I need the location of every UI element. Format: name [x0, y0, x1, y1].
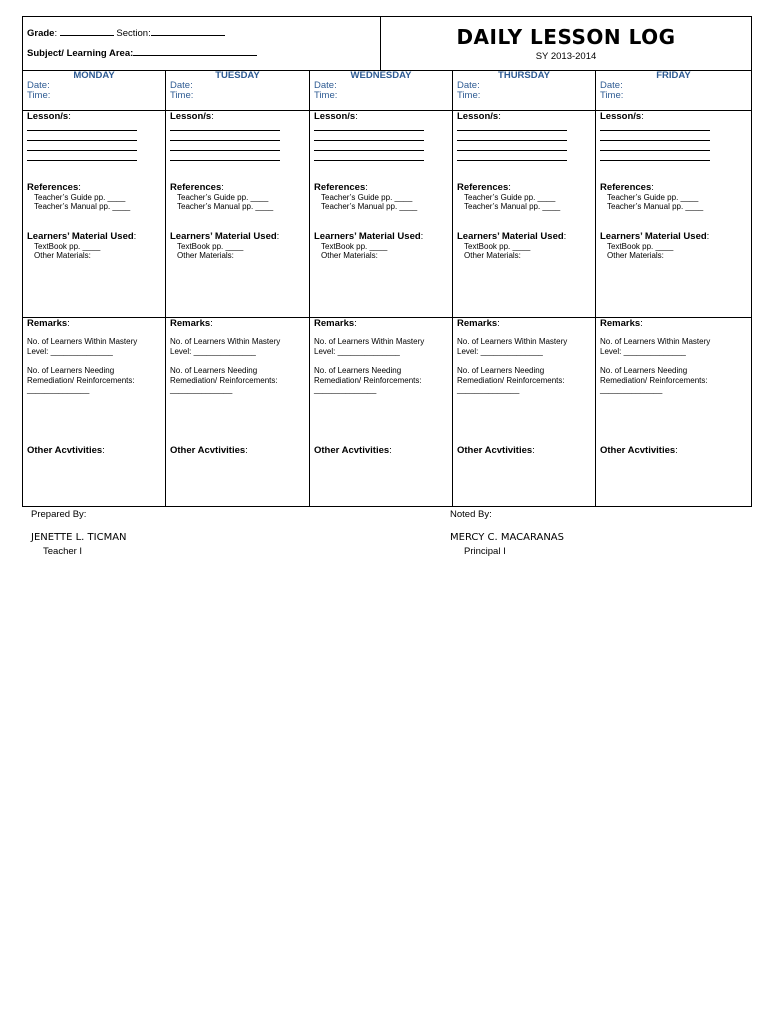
mastery-line-1: No. of Learners Within Mastery: [314, 337, 425, 346]
remediation-line-1: No. of Learners Needing: [600, 366, 688, 375]
day-header: [166, 70, 309, 111]
subject-field[interactable]: [133, 47, 257, 56]
teachers-manual-ref: Teacher’s Manual pp. ____: [177, 202, 274, 211]
day-header: [23, 70, 165, 111]
day-name: WEDNESDAY: [350, 70, 412, 81]
teachers-manual-ref: Teacher’s Manual pp. ____: [464, 202, 561, 211]
mastery-line-2: Level: ______________: [314, 347, 400, 356]
lesson-blank[interactable]: [27, 150, 137, 151]
lesson-blank[interactable]: [457, 150, 567, 151]
textbook-ref: TextBook pp. ____: [607, 242, 674, 251]
time-label: Time:: [170, 90, 194, 101]
lesson-log-sheet: [22, 16, 752, 507]
day-name: TUESDAY: [215, 70, 260, 81]
school-year: SY 2013-2014: [535, 51, 597, 62]
teachers-guide-ref: Teacher’s Guide pp. ____: [464, 193, 556, 202]
teachers-guide-ref: Teacher’s Guide pp. ____: [177, 193, 269, 202]
grade-label: Grade: [27, 28, 55, 39]
lesson-blank[interactable]: [170, 140, 280, 141]
mastery-line-1: No. of Learners Within Mastery: [170, 337, 281, 346]
other-activities-heading: Other Acvtivities:: [600, 445, 678, 456]
remediation-line-1: No. of Learners Needing: [314, 366, 402, 375]
lesson-section: [453, 111, 595, 318]
prepared-by-label: Prepared By:: [31, 509, 87, 520]
learners-material-heading: Learners’ Material Used:: [457, 231, 567, 242]
other-activities-heading: Other Acvtivities:: [27, 445, 105, 456]
teachers-guide-ref: Teacher’s Guide pp. ____: [607, 193, 699, 202]
lessons-heading: Lesson/s:: [457, 111, 501, 122]
lesson-blank[interactable]: [170, 160, 280, 161]
remarks-section: [166, 318, 309, 506]
date-label: Date:: [170, 80, 193, 91]
day-name: THURSDAY: [498, 70, 550, 81]
remarks-section: [596, 318, 751, 506]
remediation-blank[interactable]: ______________: [314, 385, 377, 394]
other-materials-ref: Other Materials:: [607, 251, 664, 260]
time-label: Time:: [457, 90, 481, 101]
lesson-section: [596, 111, 751, 318]
noted-by-title: Principal I: [464, 546, 506, 557]
references-heading: References:: [170, 182, 224, 193]
remediation-line-2: Remediation/ Reinforcements:: [457, 376, 565, 385]
references-heading: References:: [457, 182, 511, 193]
mastery-line-1: No. of Learners Within Mastery: [27, 337, 138, 346]
lesson-blank[interactable]: [170, 130, 280, 131]
section-field[interactable]: [151, 27, 225, 36]
remarks-heading: Remarks:: [314, 318, 357, 329]
lesson-blank[interactable]: [457, 140, 567, 141]
remediation-line-1: No. of Learners Needing: [27, 366, 115, 375]
lesson-blank[interactable]: [600, 130, 710, 131]
other-activities-heading: Other Acvtivities:: [170, 445, 248, 456]
textbook-ref: TextBook pp. ____: [321, 242, 388, 251]
day-column-monday: [23, 70, 166, 506]
page-title: DAILY LESSON LOG: [456, 25, 676, 49]
mastery-line-2: Level: ______________: [170, 347, 256, 356]
lesson-section: [166, 111, 309, 318]
day-name: MONDAY: [73, 70, 115, 81]
day-column-tuesday: [166, 70, 310, 506]
subject-line: [27, 47, 257, 59]
remediation-line-1: No. of Learners Needing: [170, 366, 258, 375]
remediation-blank[interactable]: ______________: [170, 385, 233, 394]
textbook-ref: TextBook pp. ____: [464, 242, 531, 251]
time-label: Time:: [600, 90, 624, 101]
lesson-blank[interactable]: [170, 150, 280, 151]
teachers-manual-ref: Teacher’s Manual pp. ____: [34, 202, 131, 211]
lessons-heading: Lesson/s:: [314, 111, 358, 122]
prepared-by-name: JENETTE L. TICMAN: [31, 532, 127, 543]
day-header: [310, 70, 452, 111]
day-name: FRIDAY: [656, 70, 691, 81]
mastery-line-2: Level: ______________: [27, 347, 113, 356]
grade-field[interactable]: [60, 27, 114, 36]
textbook-ref: TextBook pp. ____: [177, 242, 244, 251]
lesson-blank[interactable]: [600, 150, 710, 151]
lesson-blank[interactable]: [27, 140, 137, 141]
remarks-section: [310, 318, 452, 506]
other-activities-heading: Other Acvtivities:: [314, 445, 392, 456]
noted-by-label: Noted By:: [450, 509, 492, 520]
remarks-section: [23, 318, 165, 506]
lesson-section: [310, 111, 452, 318]
remediation-line-2: Remediation/ Reinforcements:: [600, 376, 708, 385]
remediation-line-2: Remediation/ Reinforcements:: [27, 376, 135, 385]
date-label: Date:: [457, 80, 480, 91]
section-label: Section:: [116, 28, 151, 39]
remediation-blank[interactable]: ______________: [600, 385, 663, 394]
remarks-heading: Remarks:: [457, 318, 500, 329]
lesson-blank[interactable]: [27, 130, 137, 131]
lesson-blank[interactable]: [314, 160, 424, 161]
lesson-blank[interactable]: [600, 160, 710, 161]
learners-material-heading: Learners’ Material Used:: [27, 231, 137, 242]
day-header: [453, 70, 595, 111]
time-label: Time:: [27, 90, 51, 101]
subject-label: Subject/ Learning Area:: [27, 48, 134, 59]
other-materials-ref: Other Materials:: [34, 251, 91, 260]
other-materials-ref: Other Materials:: [464, 251, 521, 260]
time-label: Time:: [314, 90, 338, 101]
teachers-guide-ref: Teacher’s Guide pp. ____: [321, 193, 413, 202]
day-column-wednesday: [310, 70, 453, 506]
day-header: [596, 70, 751, 111]
date-label: Date:: [600, 80, 623, 91]
day-column-thursday: [453, 70, 596, 506]
lesson-blank[interactable]: [457, 160, 567, 161]
mastery-line-1: No. of Learners Within Mastery: [457, 337, 568, 346]
learners-material-heading: Learners’ Material Used:: [600, 231, 710, 242]
header-title-block: [381, 17, 751, 70]
mastery-line-2: Level: ______________: [600, 347, 686, 356]
teachers-guide-ref: Teacher’s Guide pp. ____: [34, 193, 126, 202]
mastery-line-1: No. of Learners Within Mastery: [600, 337, 711, 346]
lesson-section: [23, 111, 165, 318]
references-heading: References:: [27, 182, 81, 193]
lesson-blank[interactable]: [314, 130, 424, 131]
learners-material-heading: Learners’ Material Used:: [170, 231, 280, 242]
lesson-blank[interactable]: [600, 140, 710, 141]
lessons-heading: Lesson/s:: [600, 111, 644, 122]
remarks-heading: Remarks:: [27, 318, 70, 329]
mastery-line-2: Level: ______________: [457, 347, 543, 356]
remediation-line-2: Remediation/ Reinforcements:: [170, 376, 278, 385]
remarks-section: [453, 318, 595, 506]
learners-material-heading: Learners’ Material Used:: [314, 231, 424, 242]
lesson-blank[interactable]: [314, 150, 424, 151]
date-label: Date:: [27, 80, 50, 91]
day-grid: [23, 70, 751, 506]
lesson-blank[interactable]: [27, 160, 137, 161]
other-materials-ref: Other Materials:: [177, 251, 234, 260]
lessons-heading: Lesson/s:: [27, 111, 71, 122]
textbook-ref: TextBook pp. ____: [34, 242, 101, 251]
remediation-line-1: No. of Learners Needing: [457, 366, 545, 375]
other-activities-heading: Other Acvtivities:: [457, 445, 535, 456]
date-label: Date:: [314, 80, 337, 91]
remarks-heading: Remarks:: [600, 318, 643, 329]
remarks-heading: Remarks:: [170, 318, 213, 329]
day-column-friday: [596, 70, 751, 506]
teachers-manual-ref: Teacher’s Manual pp. ____: [607, 202, 704, 211]
remediation-blank[interactable]: ______________: [457, 385, 520, 394]
other-materials-ref: Other Materials:: [321, 251, 378, 260]
lesson-blank[interactable]: [457, 130, 567, 131]
remediation-blank[interactable]: ______________: [27, 385, 90, 394]
lessons-heading: Lesson/s:: [170, 111, 214, 122]
prepared-by-title: Teacher I: [43, 546, 83, 557]
grade-section-line: Grade: Section:: [27, 27, 225, 39]
noted-by-name: MERCY C. MACARANAS: [450, 532, 564, 543]
teachers-manual-ref: Teacher’s Manual pp. ____: [321, 202, 418, 211]
lesson-blank[interactable]: [314, 140, 424, 141]
references-heading: References:: [314, 182, 368, 193]
header-fields: [23, 17, 381, 70]
references-heading: References:: [600, 182, 654, 193]
remediation-line-2: Remediation/ Reinforcements:: [314, 376, 422, 385]
log-header: [23, 17, 751, 71]
